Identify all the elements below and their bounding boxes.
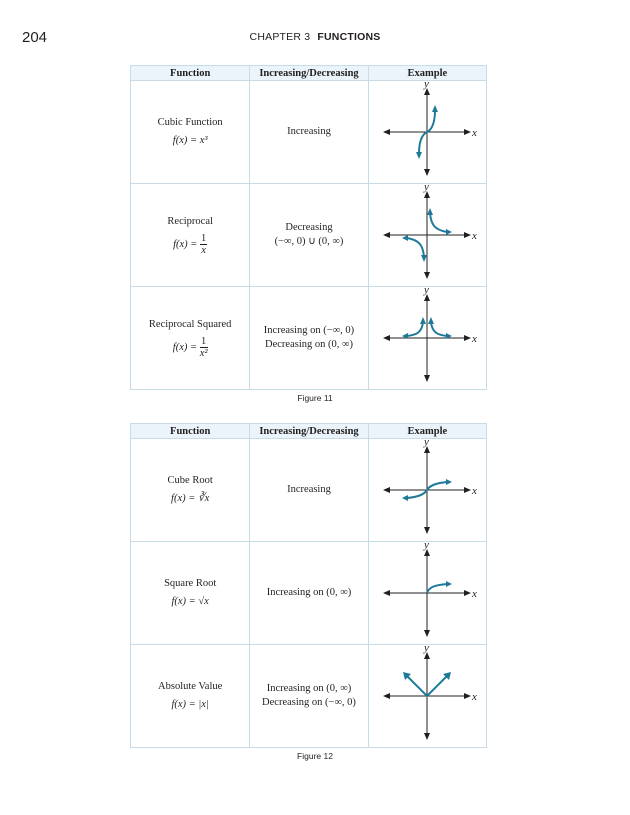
fraction-denominator: x <box>201 244 206 256</box>
y-axis-arrow <box>424 630 430 637</box>
behavior-line: Decreasing on (−∞, 0) <box>262 697 356 708</box>
curve-arrow <box>402 235 408 241</box>
cube-root-graph <box>377 440 477 540</box>
page-number: 204 <box>22 29 48 46</box>
figure-caption: Figure 11 <box>297 393 333 403</box>
example-cell <box>368 645 486 748</box>
function-formula <box>131 492 249 506</box>
fraction-numerator: 1 <box>200 335 207 347</box>
fraction-numerator: 1 <box>200 232 207 244</box>
y-axis-label: y <box>424 646 430 654</box>
chapter-label: CHAPTER 3 <box>249 31 311 43</box>
function-name: Absolute Value <box>158 681 223 692</box>
curve-arrow <box>416 152 422 159</box>
x-axis-arrow <box>383 129 390 135</box>
x-axis-arrow <box>464 487 471 493</box>
table-row <box>131 81 487 184</box>
curve-arrow <box>428 317 434 324</box>
x-axis-arrow <box>464 590 471 596</box>
behavior-line: (−∞, 0) ∪ (0, ∞) <box>274 236 344 247</box>
x-axis-label: x <box>472 230 478 242</box>
reciprocal-squared-graph <box>377 288 477 388</box>
table-row <box>131 542 487 645</box>
reciprocal-curve-right <box>430 213 447 232</box>
header-example: Example <box>368 424 486 439</box>
figure-caption: Figure 12 <box>297 751 333 761</box>
x-axis-arrow <box>383 693 390 699</box>
formula-lhs: f(x) = <box>173 238 200 250</box>
x-axis-arrow <box>383 232 390 238</box>
function-cell <box>131 542 250 645</box>
x-axis-arrow <box>383 487 390 493</box>
table-row <box>131 287 487 390</box>
x-axis-label: x <box>472 588 478 600</box>
table-row <box>131 184 487 287</box>
formula-lhs: f(x) = <box>172 341 200 353</box>
behavior-cell <box>250 645 368 748</box>
function-name: Cube Root <box>167 475 213 486</box>
function-name: Reciprocal <box>167 215 213 227</box>
function-formula <box>131 698 249 712</box>
curve-arrow <box>446 479 452 485</box>
function-formula <box>131 233 249 256</box>
curve-arrow <box>421 255 427 262</box>
curve-arrow <box>446 581 452 587</box>
formula-lhs: f(x) = <box>171 596 199 607</box>
x-axis-label: x <box>472 333 478 345</box>
curve-arrow <box>432 105 438 112</box>
function-cell <box>131 184 250 287</box>
behavior-cell <box>250 542 368 645</box>
formula-lhs: f(x) = <box>172 135 200 146</box>
y-axis-arrow <box>424 169 430 176</box>
x-axis-label: x <box>472 691 478 703</box>
x-axis-arrow <box>464 232 471 238</box>
formula-lhs: f(x) = <box>171 699 199 710</box>
example-cell <box>368 287 486 390</box>
formula-rhs: x³ <box>199 135 208 146</box>
y-axis-label: y <box>424 288 430 296</box>
curve-arrow <box>420 317 426 324</box>
function-formula <box>131 595 249 609</box>
curve-arrow <box>446 229 452 235</box>
example-cell <box>368 184 486 287</box>
running-head <box>0 31 630 43</box>
recip-sq-curve-right <box>431 322 447 336</box>
curve-arrow <box>402 495 408 501</box>
recip-sq-curve-left <box>407 322 423 336</box>
header-function: Function <box>131 424 250 439</box>
y-axis-label: y <box>424 440 430 448</box>
function-formula <box>131 336 249 359</box>
header-function: Function <box>131 66 250 81</box>
behavior-line: Increasing on (0, ∞) <box>266 587 352 598</box>
function-cell <box>131 287 250 390</box>
example-cell <box>368 81 486 184</box>
function-table-figure-11 <box>130 65 487 390</box>
chapter-title: FUNCTIONS <box>317 31 381 43</box>
x-axis-label: x <box>472 485 478 497</box>
reciprocal-curve-left <box>407 238 424 257</box>
behavior-cell <box>250 81 368 184</box>
table-row <box>131 645 487 748</box>
behavior-line: Increasing <box>287 126 331 137</box>
function-name: Reciprocal Squared <box>148 318 232 330</box>
example-cell <box>368 439 486 542</box>
cubic-graph <box>377 82 477 182</box>
y-axis-label: y <box>424 185 430 193</box>
function-cell <box>131 645 250 748</box>
formula-rhs: √x <box>198 596 209 607</box>
fraction-denominator: x² <box>199 347 208 359</box>
behavior-line: Increasing <box>287 484 331 495</box>
y-axis-label: y <box>424 82 430 90</box>
x-axis-arrow <box>464 693 471 699</box>
header-increasing-decreasing: Increasing/Decreasing <box>250 66 368 81</box>
x-axis-arrow <box>464 335 471 341</box>
fraction <box>200 233 207 256</box>
x-axis-arrow <box>383 590 390 596</box>
behavior-line: Decreasing <box>285 222 333 233</box>
x-axis-arrow <box>464 129 471 135</box>
behavior-line: Increasing on (0, ∞) <box>266 683 352 694</box>
axes <box>383 288 477 382</box>
y-axis-arrow <box>424 375 430 382</box>
fraction <box>200 336 208 359</box>
absolute-value-graph <box>377 646 477 746</box>
function-name: Square Root <box>164 578 217 589</box>
header-increasing-decreasing: Increasing/Decreasing <box>250 424 368 439</box>
header-example: Example <box>368 66 486 81</box>
x-axis-label: x <box>472 127 478 139</box>
square-root-graph <box>377 543 477 643</box>
table-row <box>131 439 487 542</box>
axes <box>383 185 477 279</box>
function-name: Cubic Function <box>157 117 223 128</box>
square-root-curve <box>427 584 447 593</box>
y-axis-arrow <box>424 527 430 534</box>
example-cell <box>368 542 486 645</box>
reciprocal-graph <box>377 185 477 285</box>
axes <box>383 543 477 637</box>
formula-rhs: |x| <box>198 699 209 710</box>
x-axis-arrow <box>383 335 390 341</box>
behavior-cell <box>250 439 368 542</box>
formula-lhs: f(x) = <box>171 493 198 504</box>
y-axis-arrow <box>424 272 430 279</box>
y-axis-arrow <box>424 733 430 740</box>
behavior-cell <box>250 287 368 390</box>
formula-rhs: ∛x <box>197 493 210 504</box>
function-formula <box>131 134 249 148</box>
function-table-figure-12 <box>130 423 487 748</box>
behavior-cell <box>250 184 368 287</box>
function-cell <box>131 81 250 184</box>
function-cell <box>131 439 250 542</box>
behavior-line: Decreasing on (0, ∞) <box>265 339 353 350</box>
y-axis-label: y <box>424 543 430 551</box>
behavior-line: Increasing on (−∞, 0) <box>263 325 355 336</box>
curve-arrow <box>427 208 433 215</box>
